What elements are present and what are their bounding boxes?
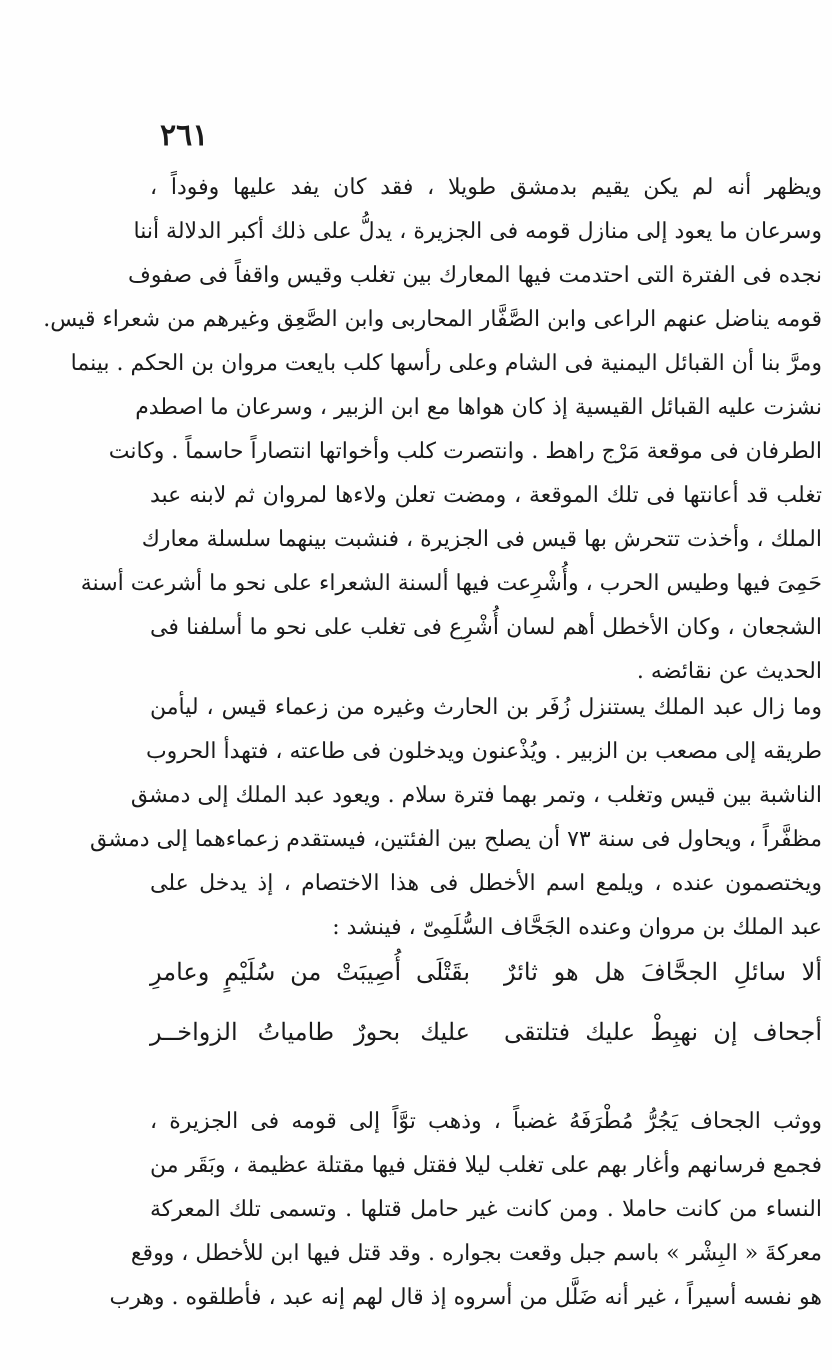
text-line: مظفَّراً ، ويحاول فى سنة ٧٣ أن يصلح بين الفئتين، فيستقدم زعماءهما إلى دمشق	[90, 827, 822, 852]
text-line: الناشبة بين قيس وتغلب ، وتمر بهما فترة سلام . ويعود عبد الملك إلى دمشق	[130, 783, 822, 808]
verse-second-hemistich: بقَتْلَى أُصِيبَتْ من سُلَيْمٍ وعامرِ	[150, 958, 470, 986]
text-line: النساء من كانت حاملا . ومن كانت غير حامل قتلها . وتسمى تلك المعركة	[150, 1197, 822, 1222]
text-line: وما زال عبد الملك يستنزل زُفَر بن الحارث وغيره من زعماء قيس ، ليأمن	[150, 695, 822, 720]
verse-first-hemistich: أجحاف إن نهبِطْ عليك فتلتقى	[504, 1018, 822, 1046]
paragraph-3	[109, 1100, 822, 1320]
text-line: تغلب قد أعانتها فى تلك الموقعة ، ومضت تعلن ولاءها لمروان ثم لابنه عبد	[150, 483, 822, 508]
paragraph-2	[90, 686, 822, 950]
text-line: ويظهر أنه لم يكن يقيم بدمشق طويلا ، فقد كان يفد عليها وفوداً ،	[150, 175, 822, 200]
text-line: هو نفسه أسيراً ، غير أنه ضَلَّل من أسروه إذ قال لهم إنه عبد ، فأطلقوه . وهرب	[109, 1285, 822, 1310]
text-line: الملك ، وأخذت تتحرش بها قيس فى الجزيرة ، فنشبت بينهما سلسلة معارك	[141, 527, 822, 552]
text-line: قومه يناضل عنهم الراعى وابن الصَّفَّار المحاربى وابن الصَّعِق وغيرهم من شعراء قيس.	[43, 307, 822, 332]
text-line: عبد الملك بن مروان وعنده الجَحَّاف السُّلَمِىّ ، فينشد :	[332, 915, 822, 940]
text-line: وسرعان ما يعود إلى منازل قومه فى الجزيرة ، يدلُّ على ذلك أكبر الدلالة أننا	[133, 219, 822, 244]
verse	[150, 942, 822, 1002]
text-line: ويختصمون عنده ، ويلمع اسم الأخطل فى هذا الاختصام ، إذ يدخل على	[150, 871, 822, 896]
text-line: نجده فى الفترة التى احتدمت فيها المعارك بين تغلب وقيس واقفاً فى صفوف	[128, 263, 822, 288]
text-line: ووثب الجحاف يَجُرُّ مُطْرَفَهُ غضباً ، وذهب توَّاً إلى قومه فى الجزيرة ،	[150, 1109, 822, 1134]
text-line: حَمِىَ فيها وطيس الحرب ، وأُشْرِعت فيها ألسنة الشعراء على نحو ما أشرعت أسنة	[80, 571, 822, 596]
text-line: طريقه إلى مصعب بن الزبير . ويُذْعنون ويدخلون فى طاعته ، فتهدأ الحروب	[145, 739, 822, 764]
verse-first-hemistich: ألا سائلِ الجحَّافَ هل هو ثائرٌ	[504, 958, 822, 986]
verse-second-hemistich: عليك بحورٌ طامياتُ الزواخــر	[150, 1018, 470, 1046]
text-line: فجمع فرسانهم وأغار بهم على تغلب ليلا فقتل فيها مقتلة عظيمة ، وبَقَر من	[150, 1153, 822, 1178]
text-line: معركةَ « البِشْر » باسم جبل وقعت بجواره . وقد قتل فيها ابن للأخطل ، ووقع	[130, 1241, 822, 1266]
text-line: الطرفان فى موقعة مَرْج راهط . وانتصرت كلب وأخواتها انتصاراً حاسماً . وكانت	[108, 439, 822, 464]
paragraph-1	[43, 166, 822, 694]
verse	[150, 1002, 822, 1062]
text-line: ومرَّ بنا أن القبائل اليمنية فى الشام وعلى رأسها كلب بايعت مروان بن الحكم . بينما	[70, 351, 822, 376]
text-line: الحديث عن نقائضه .	[636, 659, 822, 684]
text-line: نشزت عليه القبائل القيسية إذ كان هواها مع ابن الزبير ، وسرعان ما اصطدم	[135, 395, 822, 420]
poem-verses	[150, 942, 822, 1062]
page-number: ٢٦١	[160, 118, 209, 153]
text-line: الشجعان ، وكان الأخطل أهم لسان أُشْرِع فى تغلب على نحو ما أسلفنا فى	[150, 615, 822, 640]
